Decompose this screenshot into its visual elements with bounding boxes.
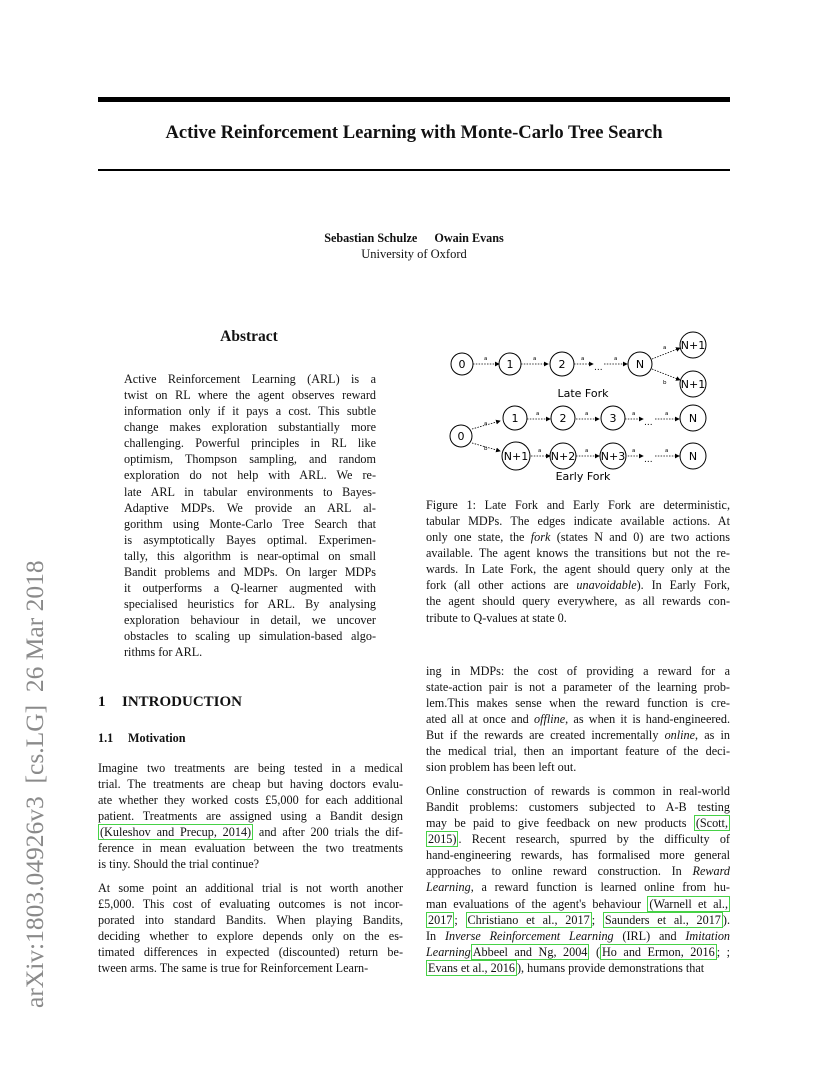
text-fragment: But if the rewards are created incrementally (426, 728, 665, 743)
text-line: sion problem has been left out. (426, 760, 577, 775)
text-fragment: ), humans provide demonstrations that (517, 960, 705, 975)
emphasis: fork (530, 530, 551, 545)
text-line (426, 831, 730, 847)
authors (98, 231, 730, 246)
text-fragment: In (426, 928, 445, 943)
author-name: Sebastian Schulze (324, 231, 418, 245)
text-line (426, 711, 730, 727)
text-line: late ARL in tabular environments to Bayes- (124, 484, 376, 499)
subsection-number: 1.1 (98, 731, 114, 745)
early-fork-label: Early Fork (555, 470, 611, 483)
citation-link[interactable]: (Scott, (695, 816, 728, 831)
text-fragment: ( (589, 944, 600, 959)
text-line: state-action pair is not a parameter of the learning prob- (426, 680, 730, 695)
citation-link[interactable]: Abbeel and Ng, 2004 (472, 944, 588, 959)
text-line: patient. Treatments are assigned using a Bandit design (98, 809, 403, 824)
ellipsis: ... (594, 363, 603, 373)
text-fragment: ; (726, 944, 730, 959)
text-line: lem.This makes sense when the reward function is cre- (426, 696, 730, 711)
citation-link[interactable]: Christiano et al., 2017 (467, 912, 590, 927)
emphasis: Imitation (685, 928, 731, 943)
node-label: 1 (506, 358, 514, 371)
paragraph (98, 880, 403, 976)
citation-link[interactable]: (Warnell et al., (649, 896, 729, 911)
paragraph (426, 783, 730, 976)
text-line: hand-engineering rewards, has formalised more general (426, 848, 730, 863)
text-fragment: ). (722, 912, 730, 927)
edge-label: a (585, 448, 589, 454)
text-line (426, 727, 730, 743)
text-line (426, 944, 730, 960)
edge-label: a (585, 411, 589, 417)
text-line: Online construction of rewards is common in real-world (426, 784, 730, 798)
text-line: information only if it pays a cost. This subtle (124, 404, 376, 419)
text-fragment: approaches to online reward construction. In (426, 864, 693, 879)
text-line: porated into standard Bandits. When playing Bandits, (98, 913, 403, 928)
text-line: available. The agent knows the transitions but not the re- (426, 546, 730, 561)
node-label: 0 (457, 430, 465, 443)
edge-label: a (536, 411, 540, 417)
text-line: wards. In Late Fork, the agent should query only at the (426, 562, 730, 577)
edge-label: a (614, 356, 618, 362)
text-line (426, 863, 730, 879)
section-heading (98, 694, 242, 711)
paragraph (98, 760, 403, 873)
text-fragment: only one state, the (426, 530, 531, 545)
citation-link[interactable]: Evans et al., 2016 (428, 960, 515, 975)
text-fragment: ; (716, 944, 727, 959)
text-line: At some point an additional trial is not worth another (98, 881, 403, 895)
text-fragment: ; (591, 912, 603, 927)
edge-label: b (663, 380, 667, 386)
text-line: specialised heuristics for ARL. By analysing (124, 597, 376, 612)
text-line (426, 577, 730, 593)
text-line: tally, this algorithm is near-optimal on small (124, 548, 376, 563)
text-fragment: ). In Early Fork, (636, 578, 730, 593)
text-fragment: ; (454, 912, 466, 927)
text-line: challenging. Powerful principles in RL like (124, 436, 376, 451)
abstract-heading: Abstract (220, 328, 278, 345)
node-label: N+1 (680, 339, 706, 352)
ellipsis: ... (644, 455, 653, 465)
text-line: twist on RL where the agent observes reward (124, 388, 376, 403)
text-fragment: may be paid to give feedback on new products (426, 816, 694, 831)
node-label: N+1 (680, 378, 706, 391)
text-line: ate whether they worked costs £5,000 for each additional (98, 793, 403, 808)
arxiv-identifier: arXiv:1803.04926v3 [cs.LG] 26 Mar 2018 (20, 560, 49, 1008)
text-line: Bandit problems: customers subjected to A-B testing (426, 800, 730, 815)
author-name: Owain Evans (434, 231, 504, 245)
text-line: Adaptive MDPs. We provide an ARL al- (124, 500, 376, 515)
node-label: 3 (609, 412, 617, 425)
text-fragment: fork (all other actions are (426, 578, 577, 593)
text-line (426, 912, 730, 928)
ellipsis: ... (644, 418, 653, 428)
text-line (426, 529, 730, 545)
text-line: Imagine two treatments are being tested in a medical (98, 761, 403, 775)
text-line (426, 896, 730, 912)
figure-diagram (444, 330, 720, 486)
text-line: the medical trial, then an important feature of the deci- (426, 744, 730, 759)
text-line: Active Reinforcement Learning (ARL) is a (124, 372, 376, 386)
paper-title: Active Reinforcement Learning with Monte-Carlo Tree Search (165, 122, 663, 143)
subsection-heading (98, 731, 186, 746)
emphasis: offline (533, 712, 566, 727)
text-fragment: man evaluations of the agent's behaviour (426, 896, 648, 911)
citation-link[interactable]: 2015) (428, 832, 457, 847)
text-line: gorithm using Monte-Carlo Tree Search that (124, 516, 376, 531)
text-line: Bandit problems and MDPs. On larger MDPs (124, 564, 376, 579)
citation-link[interactable]: 2017 (428, 912, 453, 927)
emphasis: unavoidable (576, 578, 637, 593)
section-title: INTRODUCTION (122, 694, 243, 710)
emphasis: Inverse Reinforcement Learning (444, 928, 614, 943)
text-line (426, 928, 730, 944)
text-fragment: (states N and 0) are two actions (550, 530, 730, 545)
edge-label: a (632, 411, 636, 417)
node-label: 2 (558, 358, 566, 371)
text-line: trial. The treatments are cheap but having doctors evalu- (98, 777, 403, 792)
text-fragment: . Recent research, spurred by the difficulty of (458, 832, 730, 847)
node-label: 1 (511, 412, 519, 425)
text-line: rithms for ARL. (124, 645, 203, 660)
text-line: £5,000. This cost of evaluating outcomes is not incor- (98, 897, 403, 912)
text-fragment: and after 200 trials the dif- (253, 825, 403, 840)
abstract-body (124, 371, 376, 660)
text-line: ference in mean evaluation between the two treatments (98, 841, 403, 856)
node-label: N (688, 450, 698, 463)
text-line (98, 824, 403, 840)
edge-label: a (665, 448, 669, 454)
text-line: obstacles to scaling up simulation-based algo- (124, 629, 376, 644)
edge (652, 369, 680, 380)
node-label: N+3 (600, 450, 626, 463)
citation-link[interactable]: Ho and Ermon, 2016 (602, 944, 715, 959)
citation-link[interactable]: Saunders et al., 2017 (604, 912, 721, 927)
edge-label: a (533, 356, 537, 362)
node-label: N (635, 358, 645, 371)
emphasis: online (664, 728, 696, 743)
edge-label: a (581, 356, 585, 362)
node-label: 2 (559, 412, 567, 425)
text-fragment: (IRL) and (613, 928, 686, 943)
text-line: optimism, Thompson sampling, and random (124, 452, 376, 467)
edge-label: a (663, 345, 667, 351)
edge-label: a (665, 411, 669, 417)
edge-label: a (484, 356, 488, 362)
text-line: exploration behaviour in detail, we uncover (124, 613, 376, 628)
text-line: Figure 1: Late Fork and Early Fork are deterministic, (426, 498, 730, 512)
text-fragment: ated all at once and (426, 712, 534, 727)
text-line: timated differences in expected (discounted) return be- (98, 945, 403, 960)
node-label: 0 (458, 358, 466, 371)
text-line: tween arms. The same is true for Reinforcement Learn- (98, 961, 369, 976)
affiliation: University of Oxford (361, 247, 467, 261)
text-line: is tiny. Should the trial continue? (98, 857, 260, 872)
text-line (426, 815, 730, 831)
citation-link[interactable]: (Kuleshov and Precup, 2014) (100, 825, 252, 840)
text-line: exploration do not help with ARL. We re- (124, 468, 376, 483)
text-line: change makes exploration substantially more (124, 420, 376, 435)
text-line: tribute to Q-values at state 0. (426, 610, 567, 625)
text-fragment: , as when it is hand-engineered. (565, 712, 730, 727)
title-rule (98, 169, 730, 171)
late-fork-label: Late Fork (557, 387, 609, 400)
edge-label: a (484, 421, 488, 427)
node-label: N+2 (550, 450, 576, 463)
text-line (426, 879, 730, 895)
top-rule (98, 97, 730, 102)
edge-label: a (538, 448, 542, 454)
text-line: is asymptotically Bayes optimal. Experimen- (124, 532, 376, 547)
text-line: deciding whether to explore depends only on the es- (98, 929, 403, 944)
figure-caption (426, 497, 730, 626)
emphasis: Reward (692, 864, 730, 879)
text-line: the agent should query everywhere, as all rewards con- (426, 594, 730, 609)
node-label: N+1 (503, 450, 529, 463)
text-fragment: , as in (695, 728, 730, 743)
text-line: it outperforms a Q-learner augmented with (124, 581, 376, 596)
emphasis: Learning (426, 944, 471, 959)
emphasis: Learning (426, 880, 471, 895)
paragraph (426, 663, 730, 776)
text-line (426, 960, 730, 976)
subsection-title: Motivation (128, 731, 186, 745)
section-number: 1 (98, 694, 106, 710)
edge-label: b (484, 446, 488, 452)
edge-label: a (632, 448, 636, 454)
text-line: ing in MDPs: the cost of providing a reward for a (426, 664, 730, 678)
node-label: N (688, 412, 698, 425)
text-fragment: , a reward function is learned online from hu- (470, 880, 730, 895)
text-line: tabular MDPs. The edges indicate available actions. At (426, 514, 730, 529)
